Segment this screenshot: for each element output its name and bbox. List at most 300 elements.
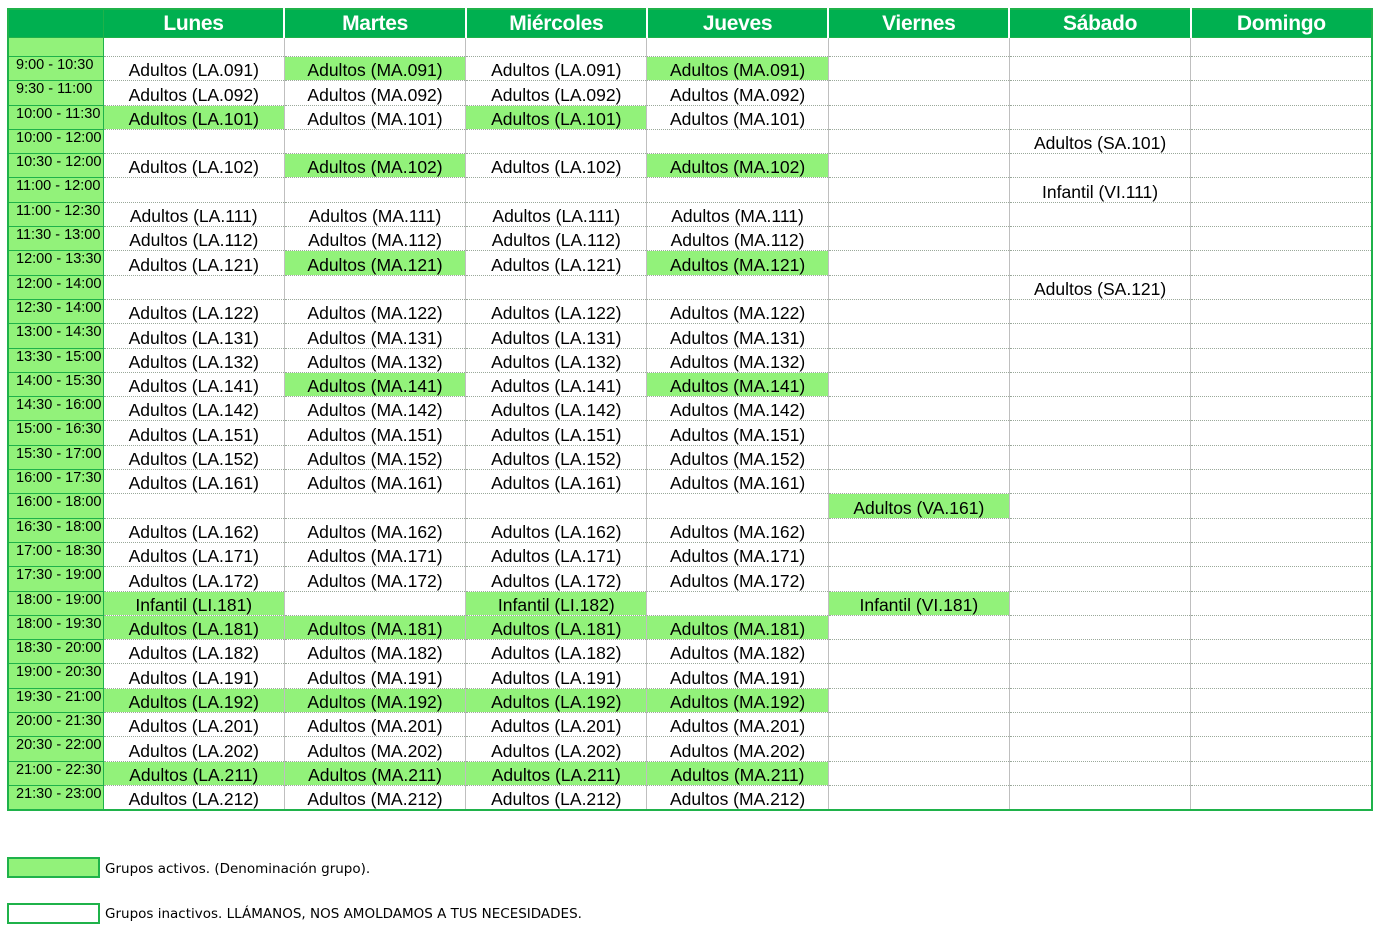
schedule-row bbox=[8, 105, 1372, 129]
empty-cell bbox=[1191, 737, 1372, 761]
schedule-row bbox=[8, 761, 1372, 785]
group-cell: Adultos (LA.191) bbox=[103, 664, 284, 688]
group-cell: Adultos (SA.121) bbox=[1009, 275, 1190, 299]
time-slot: 12:30 - 14:00 bbox=[8, 299, 103, 323]
group-cell: Adultos (LA.111) bbox=[466, 202, 647, 226]
time-slot: 10:30 - 12:00 bbox=[8, 154, 103, 178]
active-group-cell: Adultos (MA.121) bbox=[647, 251, 828, 275]
group-cell: Adultos (MA.132) bbox=[284, 348, 465, 372]
group-cell: Adultos (LA.161) bbox=[103, 470, 284, 494]
empty-cell bbox=[828, 372, 1009, 396]
group-cell: Adultos (LA.122) bbox=[466, 299, 647, 323]
empty-cell bbox=[828, 761, 1009, 785]
active-group-cell: Infantil (LI.182) bbox=[466, 591, 647, 615]
empty-cell bbox=[1009, 348, 1190, 372]
empty-cell bbox=[1009, 105, 1190, 129]
empty-cell bbox=[828, 640, 1009, 664]
day-header-miercoles: Miércoles bbox=[466, 9, 647, 38]
group-cell: Adultos (MA.152) bbox=[284, 445, 465, 469]
empty-cell bbox=[1191, 227, 1372, 251]
group-cell: Adultos (MA.122) bbox=[284, 299, 465, 323]
group-cell: Adultos (LA.201) bbox=[103, 713, 284, 737]
empty-cell bbox=[1009, 640, 1190, 664]
empty-cell bbox=[1009, 397, 1190, 421]
empty-cell bbox=[647, 129, 828, 153]
empty-cell bbox=[1009, 81, 1190, 105]
empty-cell bbox=[1191, 518, 1372, 542]
empty-cell bbox=[1009, 445, 1190, 469]
empty-cell bbox=[647, 178, 828, 202]
empty-cell bbox=[1009, 785, 1190, 810]
legend-active-swatch bbox=[7, 857, 100, 878]
empty-cell bbox=[1191, 421, 1372, 445]
empty-cell bbox=[1191, 57, 1372, 81]
group-cell: Adultos (MA.142) bbox=[647, 397, 828, 421]
time-slot: 20:00 - 21:30 bbox=[8, 713, 103, 737]
empty-cell bbox=[1009, 591, 1190, 615]
empty-cell bbox=[103, 178, 284, 202]
group-cell: Adultos (LA.171) bbox=[103, 542, 284, 566]
group-cell: Adultos (MA.172) bbox=[284, 567, 465, 591]
time-slot: 16:00 - 18:00 bbox=[8, 494, 103, 518]
day-header-jueves: Jueves bbox=[647, 9, 828, 38]
empty-cell bbox=[1009, 494, 1190, 518]
empty-cell bbox=[1191, 591, 1372, 615]
schedule-row bbox=[8, 542, 1372, 566]
schedule-row bbox=[8, 348, 1372, 372]
active-group-cell: Adultos (LA.211) bbox=[103, 761, 284, 785]
group-cell: Adultos (LA.161) bbox=[466, 470, 647, 494]
time-slot: 13:00 - 14:30 bbox=[8, 324, 103, 348]
group-cell: Adultos (LA.151) bbox=[466, 421, 647, 445]
group-cell: Adultos (LA.132) bbox=[103, 348, 284, 372]
schedule-row bbox=[8, 664, 1372, 688]
empty-cell bbox=[1191, 299, 1372, 323]
empty-cell bbox=[828, 737, 1009, 761]
active-group-cell: Adultos (LA.192) bbox=[466, 688, 647, 712]
group-cell: Adultos (MA.212) bbox=[284, 785, 465, 810]
group-cell: Adultos (LA.162) bbox=[103, 518, 284, 542]
group-cell: Adultos (LA.102) bbox=[466, 154, 647, 178]
empty-cell bbox=[1009, 299, 1190, 323]
empty-cell bbox=[828, 299, 1009, 323]
group-cell: Adultos (LA.182) bbox=[103, 640, 284, 664]
group-cell: Adultos (LA.102) bbox=[103, 154, 284, 178]
time-slot: 12:00 - 14:00 bbox=[8, 275, 103, 299]
group-cell: Adultos (MA.202) bbox=[284, 737, 465, 761]
group-cell: Adultos (MA.131) bbox=[284, 324, 465, 348]
schedule-row bbox=[8, 518, 1372, 542]
empty-cell bbox=[828, 615, 1009, 639]
group-cell: Adultos (LA.201) bbox=[466, 713, 647, 737]
active-group-cell: Adultos (LA.101) bbox=[466, 105, 647, 129]
empty-cell bbox=[1009, 57, 1190, 81]
active-group-cell: Adultos (MA.141) bbox=[284, 372, 465, 396]
empty-cell bbox=[1191, 105, 1372, 129]
group-cell: Adultos (MA.112) bbox=[647, 227, 828, 251]
group-cell: Adultos (MA.092) bbox=[284, 81, 465, 105]
group-cell: Adultos (LA.142) bbox=[103, 397, 284, 421]
schedule-row bbox=[8, 275, 1372, 299]
day-cell bbox=[1191, 38, 1372, 57]
time-slot: 18:00 - 19:00 bbox=[8, 591, 103, 615]
group-cell: Adultos (MA.132) bbox=[647, 348, 828, 372]
empty-cell bbox=[1191, 202, 1372, 226]
empty-cell bbox=[1009, 567, 1190, 591]
day-header-viernes: Viernes bbox=[828, 9, 1009, 38]
empty-cell bbox=[103, 275, 284, 299]
empty-cell bbox=[828, 470, 1009, 494]
empty-cell bbox=[647, 275, 828, 299]
empty-cell bbox=[1009, 688, 1190, 712]
group-cell: Adultos (LA.212) bbox=[103, 785, 284, 810]
active-group-cell: Adultos (LA.181) bbox=[466, 615, 647, 639]
day-header-martes: Martes bbox=[284, 9, 465, 38]
active-group-cell: Adultos (MA.192) bbox=[284, 688, 465, 712]
group-cell: Adultos (MA.182) bbox=[284, 640, 465, 664]
empty-cell bbox=[284, 275, 465, 299]
empty-cell bbox=[1009, 518, 1190, 542]
empty-cell bbox=[1191, 615, 1372, 639]
day-cell bbox=[828, 38, 1009, 57]
empty-cell bbox=[1191, 445, 1372, 469]
empty-cell bbox=[1191, 129, 1372, 153]
empty-cell bbox=[828, 542, 1009, 566]
empty-cell bbox=[1009, 324, 1190, 348]
empty-cell bbox=[1191, 664, 1372, 688]
empty-cell bbox=[466, 178, 647, 202]
schedule-row bbox=[8, 494, 1372, 518]
schedule-row bbox=[8, 688, 1372, 712]
active-group-cell: Adultos (MA.091) bbox=[284, 57, 465, 81]
group-cell: Adultos (LA.212) bbox=[466, 785, 647, 810]
legend-active-text: Grupos activos. (Denominación grupo). bbox=[105, 861, 371, 877]
time-cell-empty bbox=[8, 38, 103, 57]
day-cell bbox=[1009, 38, 1190, 57]
time-slot: 15:30 - 17:00 bbox=[8, 445, 103, 469]
empty-cell bbox=[1009, 372, 1190, 396]
empty-cell bbox=[1191, 713, 1372, 737]
time-slot: 18:00 - 19:30 bbox=[8, 615, 103, 639]
empty-cell bbox=[1191, 154, 1372, 178]
time-slot: 11:00 - 12:00 bbox=[8, 178, 103, 202]
empty-cell bbox=[466, 129, 647, 153]
group-cell: Adultos (LA.092) bbox=[466, 81, 647, 105]
group-cell: Adultos (LA.152) bbox=[466, 445, 647, 469]
empty-cell bbox=[828, 227, 1009, 251]
schedule-row bbox=[8, 713, 1372, 737]
schedule-row bbox=[8, 372, 1372, 396]
empty-cell bbox=[828, 713, 1009, 737]
empty-cell bbox=[1009, 713, 1190, 737]
empty-cell bbox=[828, 348, 1009, 372]
group-cell: Adultos (LA.131) bbox=[103, 324, 284, 348]
time-slot: 16:00 - 17:30 bbox=[8, 470, 103, 494]
active-group-cell: Infantil (VI.181) bbox=[828, 591, 1009, 615]
empty-cell bbox=[828, 129, 1009, 153]
group-cell: Adultos (LA.092) bbox=[103, 81, 284, 105]
group-cell: Adultos (LA.122) bbox=[103, 299, 284, 323]
empty-cell bbox=[828, 567, 1009, 591]
schedule-row bbox=[8, 397, 1372, 421]
active-group-cell: Adultos (MA.181) bbox=[647, 615, 828, 639]
time-slot: 17:30 - 19:00 bbox=[8, 567, 103, 591]
group-cell: Adultos (LA.111) bbox=[103, 202, 284, 226]
group-cell: Adultos (MA.152) bbox=[647, 445, 828, 469]
group-cell: Adultos (LA.172) bbox=[466, 567, 647, 591]
empty-cell bbox=[1191, 348, 1372, 372]
empty-cell bbox=[647, 591, 828, 615]
empty-cell bbox=[1009, 615, 1190, 639]
active-group-cell: Adultos (MA.102) bbox=[647, 154, 828, 178]
empty-cell bbox=[828, 785, 1009, 810]
empty-cell bbox=[1191, 542, 1372, 566]
group-cell: Adultos (LA.091) bbox=[103, 57, 284, 81]
group-cell: Adultos (MA.161) bbox=[284, 470, 465, 494]
day-cell bbox=[284, 38, 465, 57]
group-cell: Adultos (LA.191) bbox=[466, 664, 647, 688]
schedule-row bbox=[8, 324, 1372, 348]
empty-cell bbox=[828, 105, 1009, 129]
group-cell: Adultos (LA.172) bbox=[103, 567, 284, 591]
group-cell: Adultos (MA.212) bbox=[647, 785, 828, 810]
empty-cell bbox=[1191, 397, 1372, 421]
group-cell: Adultos (LA.121) bbox=[103, 251, 284, 275]
time-slot: 9:30 - 11:00 bbox=[8, 81, 103, 105]
schedule-row bbox=[8, 57, 1372, 81]
group-cell: Adultos (MA.111) bbox=[284, 202, 465, 226]
schedule-body bbox=[8, 38, 1372, 811]
empty-cell bbox=[1191, 640, 1372, 664]
time-slot: 11:30 - 13:00 bbox=[8, 227, 103, 251]
group-cell: Adultos (LA.182) bbox=[466, 640, 647, 664]
empty-cell bbox=[1009, 542, 1190, 566]
schedule-row bbox=[8, 129, 1372, 153]
empty-cell bbox=[828, 445, 1009, 469]
empty-cell bbox=[1009, 470, 1190, 494]
group-cell: Adultos (LA.162) bbox=[466, 518, 647, 542]
schedule-row bbox=[8, 445, 1372, 469]
group-cell: Adultos (MA.202) bbox=[647, 737, 828, 761]
empty-cell bbox=[466, 275, 647, 299]
day-cell bbox=[103, 38, 284, 57]
empty-cell bbox=[1009, 227, 1190, 251]
empty-cell bbox=[466, 494, 647, 518]
group-cell: Adultos (LA.112) bbox=[466, 227, 647, 251]
group-cell: Adultos (LA.202) bbox=[466, 737, 647, 761]
schedule-row bbox=[8, 640, 1372, 664]
header-row bbox=[8, 9, 1372, 38]
day-header-sabado: Sábado bbox=[1009, 9, 1190, 38]
group-cell: Adultos (LA.202) bbox=[103, 737, 284, 761]
group-cell: Adultos (MA.122) bbox=[647, 299, 828, 323]
active-group-cell: Adultos (MA.211) bbox=[284, 761, 465, 785]
schedule-table bbox=[7, 8, 1373, 811]
schedule-row bbox=[8, 178, 1372, 202]
time-slot: 14:00 - 15:30 bbox=[8, 372, 103, 396]
group-cell: Adultos (LA.141) bbox=[103, 372, 284, 396]
active-group-cell: Infantil (LI.181) bbox=[103, 591, 284, 615]
empty-cell bbox=[284, 129, 465, 153]
time-slot: 14:30 - 16:00 bbox=[8, 397, 103, 421]
spacer-row bbox=[8, 38, 1372, 57]
active-group-cell: Adultos (LA.181) bbox=[103, 615, 284, 639]
time-slot: 20:30 - 22:00 bbox=[8, 737, 103, 761]
active-group-cell: Adultos (MA.192) bbox=[647, 688, 828, 712]
group-cell: Adultos (MA.101) bbox=[284, 105, 465, 129]
time-slot: 9:00 - 10:30 bbox=[8, 57, 103, 81]
group-cell: Adultos (MA.191) bbox=[647, 664, 828, 688]
empty-cell bbox=[828, 275, 1009, 299]
active-group-cell: Adultos (MA.102) bbox=[284, 154, 465, 178]
group-cell: Adultos (MA.201) bbox=[647, 713, 828, 737]
day-cell bbox=[466, 38, 647, 57]
empty-cell bbox=[1191, 785, 1372, 810]
group-cell: Infantil (VI.111) bbox=[1009, 178, 1190, 202]
time-slot: 10:00 - 11:30 bbox=[8, 105, 103, 129]
corner-cell bbox=[8, 9, 103, 38]
empty-cell bbox=[828, 81, 1009, 105]
active-group-cell: Adultos (MA.181) bbox=[284, 615, 465, 639]
empty-cell bbox=[828, 397, 1009, 421]
time-slot: 10:00 - 12:00 bbox=[8, 129, 103, 153]
empty-cell bbox=[828, 154, 1009, 178]
schedule-row bbox=[8, 81, 1372, 105]
time-slot: 12:00 - 13:30 bbox=[8, 251, 103, 275]
group-cell: Adultos (SA.101) bbox=[1009, 129, 1190, 153]
group-cell: Adultos (MA.151) bbox=[284, 421, 465, 445]
empty-cell bbox=[828, 202, 1009, 226]
schedule-row bbox=[8, 251, 1372, 275]
group-cell: Adultos (MA.162) bbox=[647, 518, 828, 542]
empty-cell bbox=[647, 494, 828, 518]
empty-cell bbox=[284, 178, 465, 202]
time-slot: 19:30 - 21:00 bbox=[8, 688, 103, 712]
group-cell: Adultos (LA.132) bbox=[466, 348, 647, 372]
empty-cell bbox=[1009, 664, 1190, 688]
empty-cell bbox=[284, 591, 465, 615]
empty-cell bbox=[828, 178, 1009, 202]
group-cell: Adultos (LA.112) bbox=[103, 227, 284, 251]
group-cell: Adultos (LA.152) bbox=[103, 445, 284, 469]
empty-cell bbox=[1191, 567, 1372, 591]
empty-cell bbox=[1191, 494, 1372, 518]
group-cell: Adultos (LA.171) bbox=[466, 542, 647, 566]
legend-inactive-text: Grupos inactivos. LLÁMANOS, NOS AMOLDAMOS A TUS NECESIDADES. bbox=[105, 906, 582, 922]
day-header-lunes: Lunes bbox=[103, 9, 284, 38]
schedule-row bbox=[8, 737, 1372, 761]
schedule-row bbox=[8, 154, 1372, 178]
time-slot: 15:00 - 16:30 bbox=[8, 421, 103, 445]
empty-cell bbox=[828, 251, 1009, 275]
group-cell: Adultos (LA.091) bbox=[466, 57, 647, 81]
empty-cell bbox=[1009, 421, 1190, 445]
group-cell: Adultos (MA.112) bbox=[284, 227, 465, 251]
day-header-domingo: Domingo bbox=[1191, 9, 1372, 38]
schedule-row bbox=[8, 202, 1372, 226]
active-group-cell: Adultos (MA.141) bbox=[647, 372, 828, 396]
group-cell: Adultos (MA.172) bbox=[647, 567, 828, 591]
day-cell bbox=[647, 38, 828, 57]
active-group-cell: Adultos (MA.211) bbox=[647, 761, 828, 785]
group-cell: Adultos (MA.111) bbox=[647, 202, 828, 226]
group-cell: Adultos (MA.162) bbox=[284, 518, 465, 542]
group-cell: Adultos (MA.092) bbox=[647, 81, 828, 105]
schedule-row bbox=[8, 785, 1372, 810]
group-cell: Adultos (MA.182) bbox=[647, 640, 828, 664]
time-slot: 13:30 - 15:00 bbox=[8, 348, 103, 372]
group-cell: Adultos (MA.142) bbox=[284, 397, 465, 421]
time-slot: 19:00 - 20:30 bbox=[8, 664, 103, 688]
empty-cell bbox=[1009, 737, 1190, 761]
empty-cell bbox=[1191, 81, 1372, 105]
group-cell: Adultos (LA.121) bbox=[466, 251, 647, 275]
legend-inactive-swatch bbox=[7, 903, 100, 924]
active-group-cell: Adultos (LA.211) bbox=[466, 761, 647, 785]
schedule-row bbox=[8, 567, 1372, 591]
active-group-cell: Adultos (VA.161) bbox=[828, 494, 1009, 518]
active-group-cell: Adultos (MA.091) bbox=[647, 57, 828, 81]
group-cell: Adultos (MA.101) bbox=[647, 105, 828, 129]
empty-cell bbox=[1009, 202, 1190, 226]
schedule-row bbox=[8, 591, 1372, 615]
active-group-cell: Adultos (LA.192) bbox=[103, 688, 284, 712]
time-slot: 16:30 - 18:00 bbox=[8, 518, 103, 542]
empty-cell bbox=[103, 494, 284, 518]
time-slot: 17:00 - 18:30 bbox=[8, 542, 103, 566]
schedule-row bbox=[8, 227, 1372, 251]
empty-cell bbox=[828, 324, 1009, 348]
time-slot: 11:00 - 12:30 bbox=[8, 202, 103, 226]
group-cell: Adultos (MA.201) bbox=[284, 713, 465, 737]
group-cell: Adultos (MA.191) bbox=[284, 664, 465, 688]
schedule-row bbox=[8, 299, 1372, 323]
empty-cell bbox=[828, 688, 1009, 712]
time-slot: 21:00 - 22:30 bbox=[8, 761, 103, 785]
schedule-row bbox=[8, 470, 1372, 494]
active-group-cell: Adultos (LA.101) bbox=[103, 105, 284, 129]
empty-cell bbox=[1009, 761, 1190, 785]
group-cell: Adultos (MA.171) bbox=[647, 542, 828, 566]
group-cell: Adultos (LA.141) bbox=[466, 372, 647, 396]
empty-cell bbox=[1009, 154, 1190, 178]
group-cell: Adultos (MA.161) bbox=[647, 470, 828, 494]
empty-cell bbox=[103, 129, 284, 153]
empty-cell bbox=[1191, 372, 1372, 396]
time-slot: 18:30 - 20:00 bbox=[8, 640, 103, 664]
empty-cell bbox=[828, 664, 1009, 688]
empty-cell bbox=[1191, 275, 1372, 299]
empty-cell bbox=[1191, 324, 1372, 348]
schedule-row bbox=[8, 421, 1372, 445]
empty-cell bbox=[1191, 688, 1372, 712]
empty-cell bbox=[1191, 178, 1372, 202]
group-cell: Adultos (LA.131) bbox=[466, 324, 647, 348]
empty-cell bbox=[1009, 251, 1190, 275]
schedule-row bbox=[8, 615, 1372, 639]
empty-cell bbox=[828, 57, 1009, 81]
group-cell: Adultos (LA.142) bbox=[466, 397, 647, 421]
empty-cell bbox=[828, 518, 1009, 542]
empty-cell bbox=[284, 494, 465, 518]
empty-cell bbox=[1191, 470, 1372, 494]
empty-cell bbox=[1191, 251, 1372, 275]
active-group-cell: Adultos (MA.121) bbox=[284, 251, 465, 275]
empty-cell bbox=[828, 421, 1009, 445]
group-cell: Adultos (LA.151) bbox=[103, 421, 284, 445]
group-cell: Adultos (MA.131) bbox=[647, 324, 828, 348]
group-cell: Adultos (MA.151) bbox=[647, 421, 828, 445]
